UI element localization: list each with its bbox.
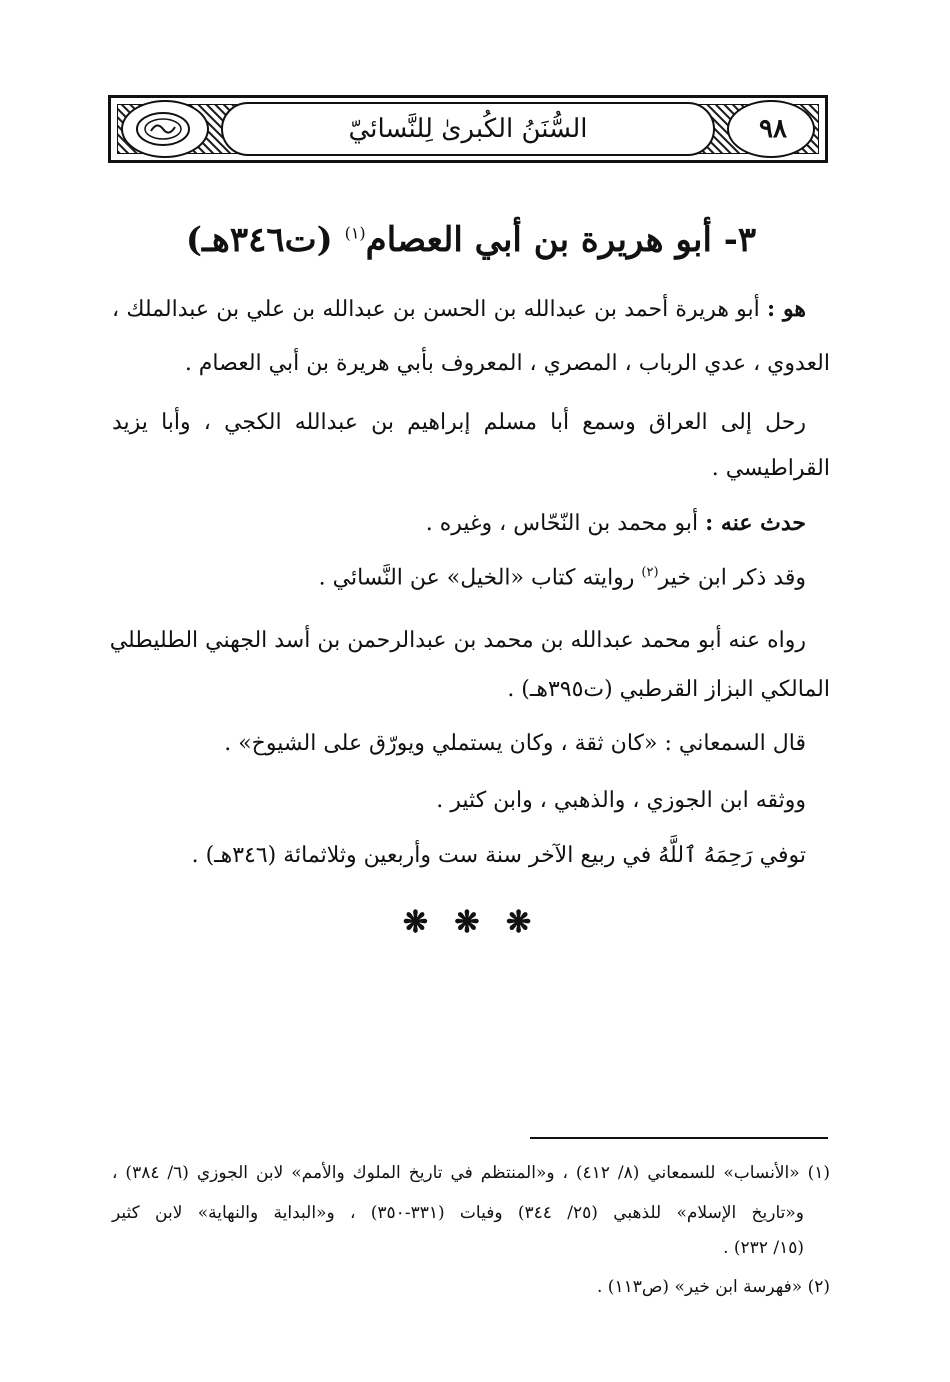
label-huwa: هو : [767, 296, 807, 322]
section-separator: ❋ ❋ ❋ [402, 905, 540, 940]
entry-title: ٣- أبو هريرة بن أبي العصام [365, 220, 757, 260]
footnote-1-line-1: (١) «الأنساب» للسمعاني (٨/ ٤١٢) ، و«المنتظم في تاريخ الملوك والأمم» لابن الجوزي (٦/ ٣٨٤) ، [112, 1163, 830, 1183]
body-line-5 [112, 510, 830, 536]
body-line-4: القراطيسي . [711, 456, 830, 481]
running-title: السُّنَنُ الكُبرىٰ لِلنَّسائيّ [348, 114, 588, 144]
footnote-ref-1[interactable]: (١) [344, 223, 366, 243]
body-line-11: توفي رَحِمَهُ ٱللَّهُ في ربيع الآخر سنة ست وأربعين وثلاثمائة (٣٤٦هـ) . [191, 843, 806, 868]
page-number: ٩٨ [759, 114, 787, 144]
body-text: أبو محمد بن النّحّاس ، وغيره . [425, 511, 706, 536]
body-line-10: ووثقه ابن الجوزي ، والذهبي ، وابن كثير . [436, 788, 806, 813]
entry-heading [112, 220, 830, 260]
entry-death-date: (ت٣٤٦هـ) [185, 220, 345, 260]
body-line-1 [112, 296, 830, 322]
footnote-rule [530, 1137, 828, 1139]
footnote-ref-2[interactable]: (٢) [641, 565, 659, 580]
body-line-3: رحل إلى العراق وسمع أبا مسلم إبراهيم بن عبدالله الكجي ، وأبا يزيد [112, 410, 806, 435]
body-line-9: قال السمعاني : «كان ثقة ، وكان يستملي ويورّق على الشيوخ» . [224, 731, 806, 756]
book-seal-icon [121, 100, 205, 158]
body-line-6 [112, 565, 830, 590]
footnote-1-line-3: (١٥/ ٢٣٢) . [723, 1238, 804, 1258]
label-haddatha-anhu: حدث عنه : [705, 510, 806, 536]
body-text: وقد ذكر ابن خير [658, 565, 806, 591]
body-line-2: العدوي ، عدي الرباب ، المصري ، المعروف بأبي هريرة بن أبي العصام . [184, 351, 830, 376]
footnote-1-line-2: و«تاريخ الإسلام» للذهبي (٢٥/ ٣٤٤) وفيات (٣٣١-٣٥٠) ، و«البداية والنهاية» لابن كثير [112, 1203, 804, 1223]
footnote-2: (٢) «فهرسة ابن خير» (ص١١٣) . [597, 1277, 830, 1297]
body-line-7: رواه عنه أبو محمد عبدالله بن محمد بن عبدالرحمن بن أسد الجهني الطليطلي [109, 628, 806, 653]
body-text: أبو هريرة أحمد بن عبدالله بن الحسن بن عبدالله بن علي بن عبدالملك ، [112, 297, 768, 322]
body-line-8: المالكي البزاز القرطبي (ت٣٩٥هـ) . [507, 677, 830, 702]
page-header [108, 95, 828, 163]
body-text: روايته كتاب «الخيل» عن النَّسائي . [318, 565, 642, 591]
